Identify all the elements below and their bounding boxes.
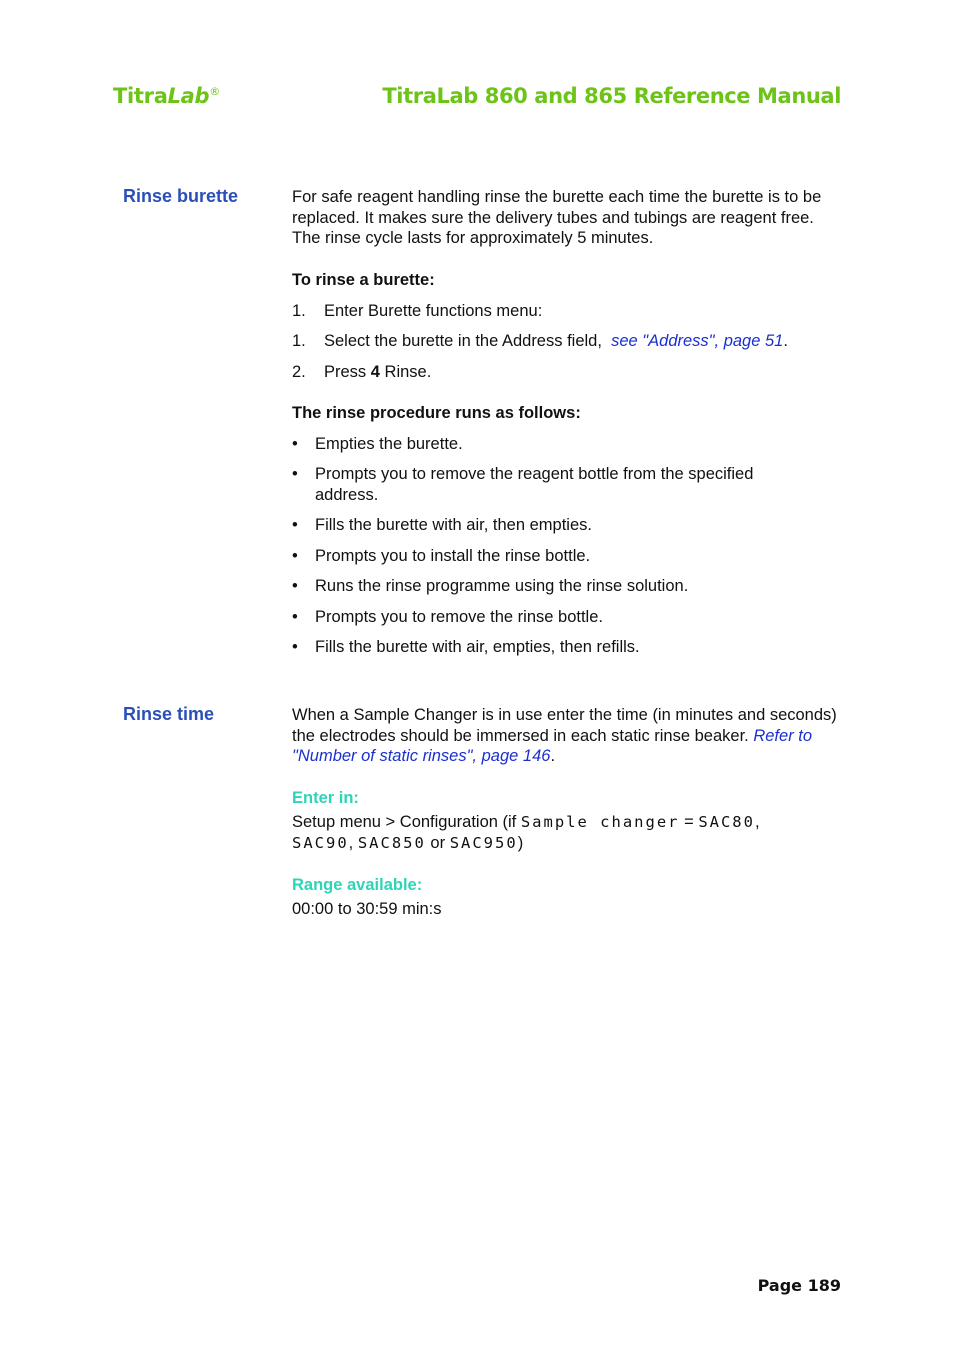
enter-in-title: Enter in:	[292, 789, 359, 807]
rinse-burette-intro	[292, 187, 837, 249]
steps-title: To rinse a burette:	[292, 271, 435, 289]
page-number: Page 189	[757, 1276, 841, 1295]
rinse-time-intro	[292, 705, 837, 767]
brand-prefix: Titra	[113, 84, 168, 108]
brand-suffix: Lab	[167, 84, 210, 108]
step-number: 1.	[292, 302, 306, 320]
rinse-burette-heading: Rinse burette	[123, 186, 239, 206]
bullet: •	[292, 638, 298, 656]
procedure-text: Prompts you to remove the reagent bottle from the specified address.	[315, 465, 754, 504]
address-link[interactable]: see "Address", page 51	[611, 332, 784, 350]
bullet: •	[292, 465, 298, 483]
range-title: Range available:	[292, 876, 423, 894]
procedure-text: Empties the burette.	[315, 435, 463, 453]
procedure-text: Prompts you to install the rinse bottle.	[315, 547, 591, 565]
intro-text: When a Sample Changer is in use enter the time (in minutes and seconds) the electrodes should be immersed in each static rinse beaker.	[292, 706, 837, 745]
bullet: •	[292, 608, 298, 626]
step-text-after: Rinse.	[379, 363, 432, 381]
rinse-time-heading: Rinse time	[123, 704, 215, 724]
registered-mark: ®	[209, 85, 220, 98]
field-name: Sample changer	[520, 813, 680, 831]
static-rinses-link[interactable]: Refer to "Number of static rinses", page 146	[292, 726, 813, 765]
step-number: 2.	[292, 363, 306, 381]
enter-in-text	[292, 812, 837, 853]
sep: ,	[348, 833, 358, 852]
value-sac80: SAC80	[698, 813, 755, 831]
intro-paragraph: For safe reagent handling rinse the burette each time the burette is to be replaced. It makes sure the delivery tubes and tubings are reagent free. The rinse cycle lasts for approximately 5 minutes.	[292, 188, 822, 247]
suffix: )	[517, 833, 524, 852]
step-text: Select the burette in the Address field,	[324, 332, 602, 350]
value-sac90: SAC90	[292, 833, 349, 852]
procedure-title: The rinse procedure runs as follows:	[292, 404, 581, 422]
range-value: 00:00 to 30:59 min:s	[292, 900, 442, 918]
step-text	[324, 362, 837, 383]
manual-title: TitraLab 860 and 865 Reference Manual	[382, 84, 841, 108]
or: or	[425, 833, 450, 852]
value-sac850: SAC850	[357, 833, 426, 852]
step-number: 1.	[292, 332, 306, 350]
procedure-text: Fills the burette with air, empties, then refills.	[315, 638, 640, 656]
step-text-with-link	[324, 331, 837, 352]
procedure-text: Runs the rinse programme using the rinse solution.	[315, 577, 689, 595]
sep: ,	[754, 813, 760, 831]
equals: =	[679, 813, 699, 831]
step-text-end: .	[783, 332, 788, 350]
step-text: Enter Burette functions menu:	[324, 302, 543, 320]
value-sac950: SAC950	[449, 833, 518, 852]
intro-end: .	[550, 747, 556, 765]
bullet: •	[292, 577, 298, 595]
key-number: 4	[370, 363, 380, 381]
bullet: •	[292, 516, 298, 534]
brand-logo	[113, 84, 220, 108]
procedure-text: Prompts you to remove the rinse bottle.	[315, 608, 603, 626]
enter-in-prefix: Setup menu > Configuration (if	[292, 813, 521, 831]
procedure-text: Fills the burette with air, then empties.	[315, 516, 592, 534]
bullet: •	[292, 435, 298, 453]
bullet: •	[292, 547, 298, 565]
step-text-before: Press	[324, 363, 371, 381]
